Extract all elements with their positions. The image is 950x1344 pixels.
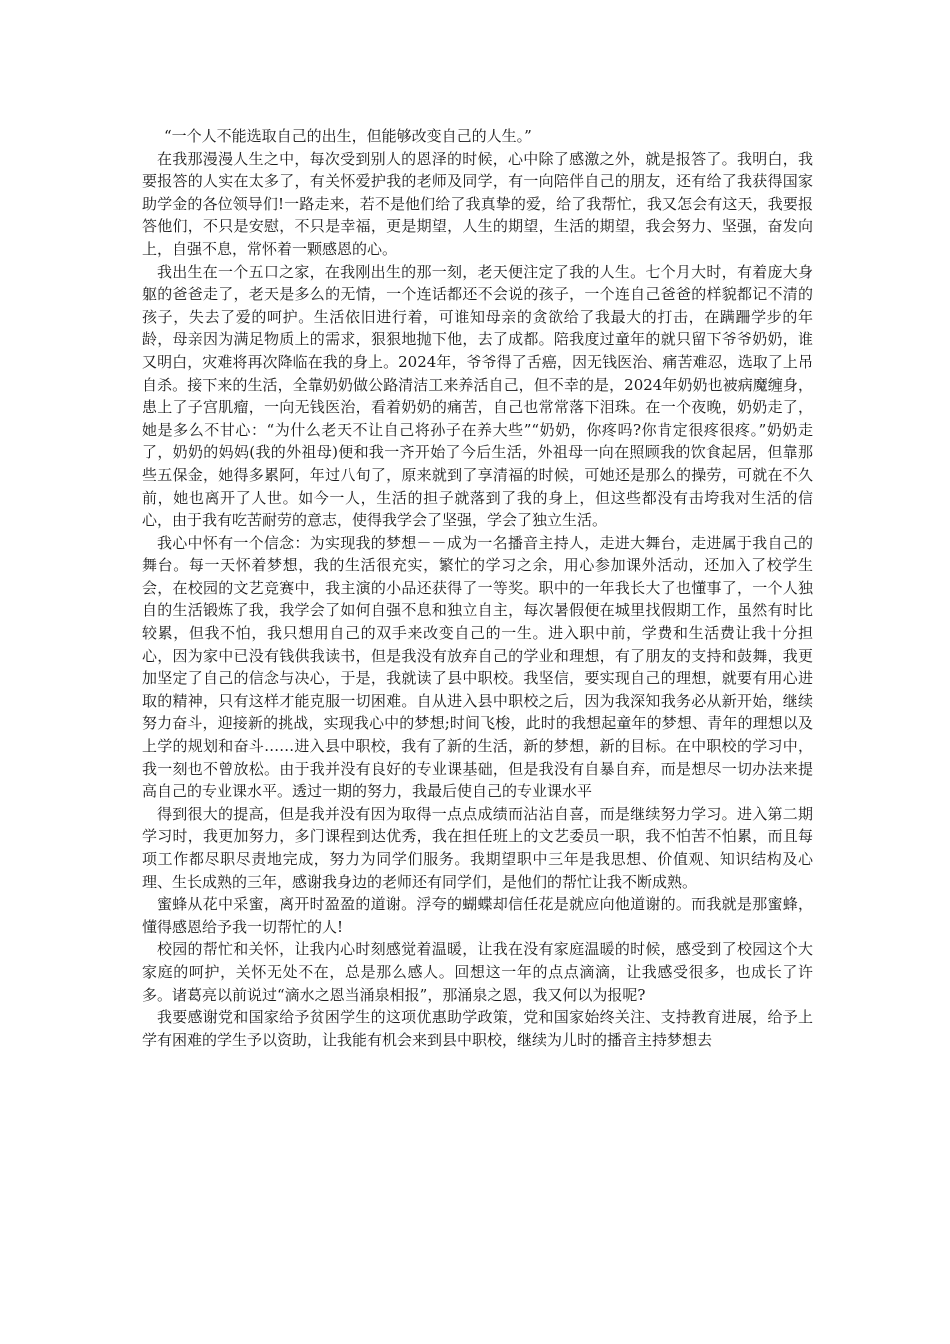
paragraph-thanks-policy: 我要感谢党和国家给予贫困学生的这项优惠助学政策，党和国家始终关注、支持教育进展，给予上学有困难的学生予以资助，让我能有机会来到县中职校，继续为儿时的播音主持梦想去 <box>142 1008 813 1049</box>
paragraph-family-background: 我出生在一个五口之家，在我刚出生的那一刻，老天便注定了我的人生。七个月大时，有着庞大身躯的爸爸走了，老天是多么的无情，一个连话都还不会说的孩子，一个连自己爸爸的样貌都记不清的孩子，失去了爱的呵护。生活依旧进行着，可谁知母亲的贪欲给了我最大的打击，在蹒跚学步的年龄，母亲因为满足物质上的需求，狠狠地抛下他，去了成都。陪我度过童年的就只留下爷爷奶奶，谁又明白，灾难将再次降临在我的身上。2024年，爷爷得了舌癌，因无钱医治、痛苦难忍，选取了上吊自杀。接下来的生活，全靠奶奶做公路清洁工来养活自己，但不幸的是，2024年奶奶也被病魔缠身，患上了子宫肌瘤，一向无钱医治，看着奶奶的痛苦，自己也常常落下泪珠。在一个夜晚，奶奶走了，她是多么不甘心：“为什么老天不让自己将孙子在养大些”“奶奶，你疼吗?你肯定很疼很疼。”奶奶走了，奶奶的妈妈(我的外祖母)便和我一齐开始了今后生活，外祖母一向在照顾我的饮食起居，但靠那些五保金，她得多累阿，年过八旬了，原来就到了享清福的时候，可她还是那么的操劳，可就在不久前，她也离开了人世。如今一人，生活的担子就落到了我的身上，但这些都没有击垮我对生活的信心，由于我有吃苦耐劳的意志，使得我学会了坚强，学会了独立生活。 <box>142 262 813 530</box>
paragraph-school-care: 校园的帮忙和关怀，让我内心时刻感觉着温暖，让我在没有家庭温暖的时候，感受到了校园这个大家庭的呵护，关怀无处不在，总是那么感人。回想这一年的点点滴滴，让我感受很多，也成长了许多。诸葛亮以前说过“滴水之恩当涌泉相报”，那涌泉之恩，我又何以为报呢? <box>142 940 813 1004</box>
opening-quote: “一个人不能选取自己的出生，但能够改变自己的人生。” <box>164 127 532 145</box>
paragraph-progress: 得到很大的提高，但是我并没有因为取得一点点成绩而沾沾自喜，而是继续努力学习。进入第二期学习时，我更加努力，多门课程到达优秀，我在担任班上的文艺委员一职，我不怕苦不怕累，而且每项工作都尽职尽责地完成，努力为同学们服务。我期望职中三年是我思想、价值观、知识结构及心理、生长成熟的三年，感谢我身边的老师还有同学们，是他们的帮忙让我不断成熟。 <box>142 804 813 891</box>
paragraph-gratitude: 在我那漫漫人生之中，每次受到别人的恩泽的时候，心中除了感激之外，就是报答了。我明白，我要报答的人实在太多了，有关怀爱护我的老师及同学，有一向陪伴自己的朋友，还有给了我获得国家助学金的各位领导们!一路走来，若不是他们给了我真挚的爱，给了我帮忙，我又怎会有这天，我要报答他们，不只是安慰，不只是幸福，更是期望，人生的期望，生活的期望，我会努力、坚强，奋发向上，自强不息，常怀着一颗感恩的心。 <box>142 149 813 258</box>
paragraph-dream-and-study: 我心中怀有一个信念：为实现我的梦想－－成为一名播音主持人，走进大舞台，走进属于我自己的舞台。每一天怀着梦想，我的生活很充实，繁忙的学习之余，用心参加课外活动，还加入了校学生会，在校园的文艺竞赛中，我主演的小品还获得了一等奖。职中的一年我长大了也懂事了，一个人独自的生活锻炼了我，我学会了如何自强不息和独立自主，每次暑假便在城里找假期工作，虽然有时比较累，但我不怕，我只想用自己的双手来改变自己的一生。进入职中前，学费和生活费让我十分担心，因为家中已没有钱供我读书，但是我没有放弃自己的学业和理想，有了朋友的支持和鼓舞，我更加坚定了自己的信念与决心，于是，我就读了县中职校。我坚信，要实现自己的理想，就要有用心进取的精神，只有这样才能克服一切困难。自从进入县中职校之后，因为我深知我务必从新开始，继续努力奋斗，迎接新的挑战，实现我心中的梦想;时间飞梭，此时的我想起童年的梦想、青年的理想以及上学的规划和奋斗……进入县中职校，我有了新的生活，新的梦想，新的目标。在中职校的学习中，我一刻也不曾放松。由于我并没有良好的专业课基础，但是我没有自暴自弃，而是想尽一切办法来提高自己的专业课水平。透过一期的努力，我最后使自己的专业课水平 <box>142 533 813 801</box>
document-body <box>142 125 813 1051</box>
paragraph-bee-metaphor: 蜜蜂从花中采蜜，离开时盈盈的道谢。浮夸的蝴蝶却信任花是就应向他道谢的。而我就是那蜜蜂，懂得感恩给予我一切帮忙的人! <box>142 895 813 936</box>
